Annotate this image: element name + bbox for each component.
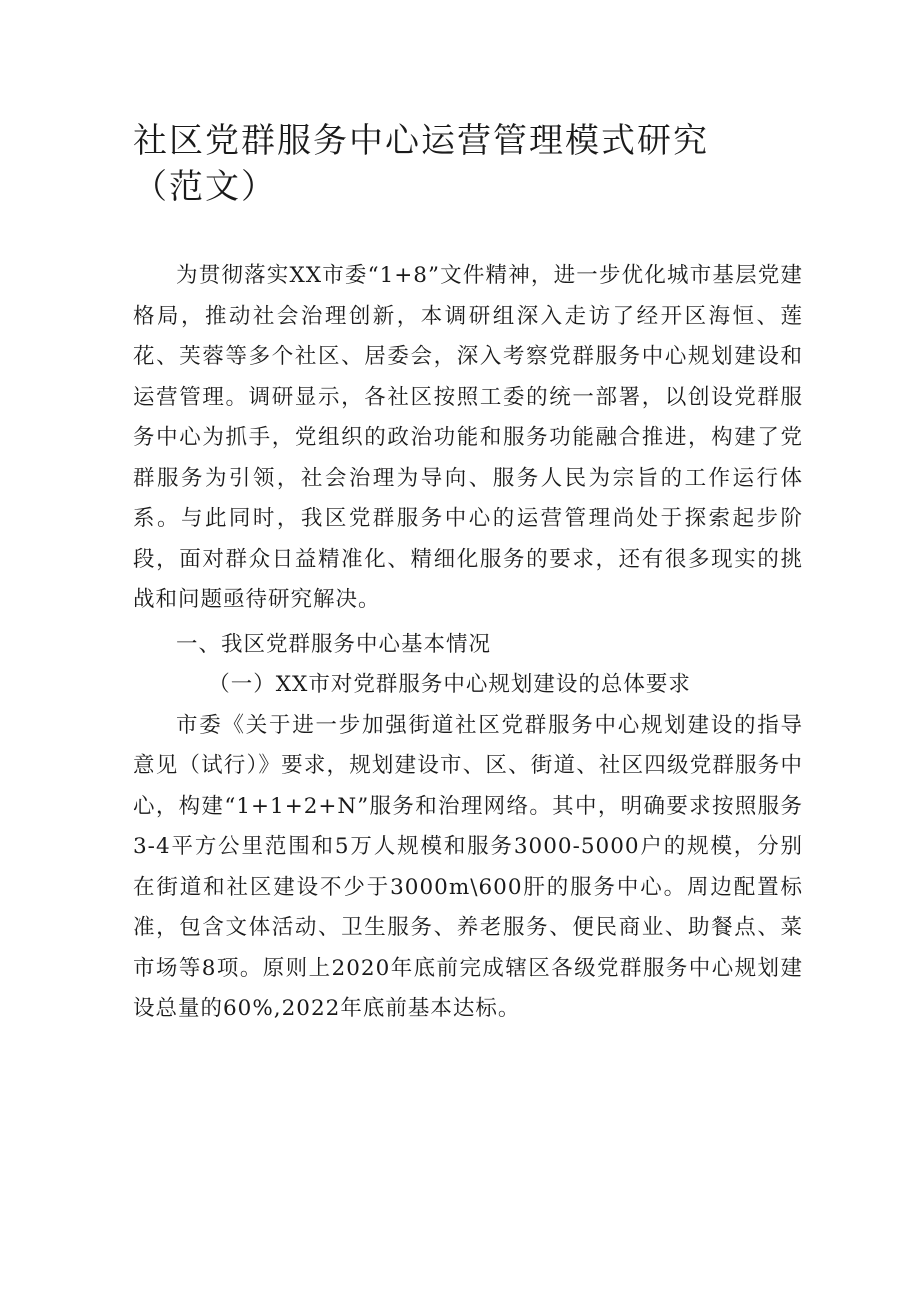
- subsection-heading: （一）XX市对党群服务中心规划建设的总体要求: [208, 672, 691, 697]
- intro-paragraph: 为贯彻落实XX市委“1+8”文件精神，进一步优化城市基层党建格局，推动社会治理创新，本调研组深入走访了经开区海恒、莲花、芙蓉等多个社区、居委会，深入考察党群服务中心规划建设和运营管理。调研显示，各社区按照工委的统一部署，以创设党群服务中心为抓手，党组织的政治功能和服务功能融合推进，构建了党群服务为引领，社会治理为导向、服务人民为宗旨的工作运行体系。与此同时，我区党群服务中心的运营管理尚处于探索起步阶段，面对群众日益精准化、精细化服务的要求，还有很多现实的挑战和问题亟待研究解决。: [133, 263, 803, 612]
- document-body: [133, 256, 803, 1030]
- subsection-paragraph: 市委《关于进一步加强街道社区党群服务中心规划建设的指导意见（试行）》要求，规划建设市、区、街道、社区四级党群服务中心，构建“1+1+2+N”服务和治理网络。其中，明确要求按照服务3-4平方公里范围和5万人规模和服务3000-5000户的规模，分别在街道和社区建设不少于3000m\600肝的服务中心。周边配置标准，包含文体活动、卫生服务、养老服务、便民商业、助餐点、菜市场等8项。原则上2020年底前完成辖区各级党群服务中心规划建设总量的60%,2022年底前基本达标。: [133, 712, 803, 1021]
- document-title: 社区党群服务中心运营管理模式研究（范文）: [133, 121, 709, 207]
- section-heading: 一、我区党群服务中心基本情况: [176, 631, 492, 657]
